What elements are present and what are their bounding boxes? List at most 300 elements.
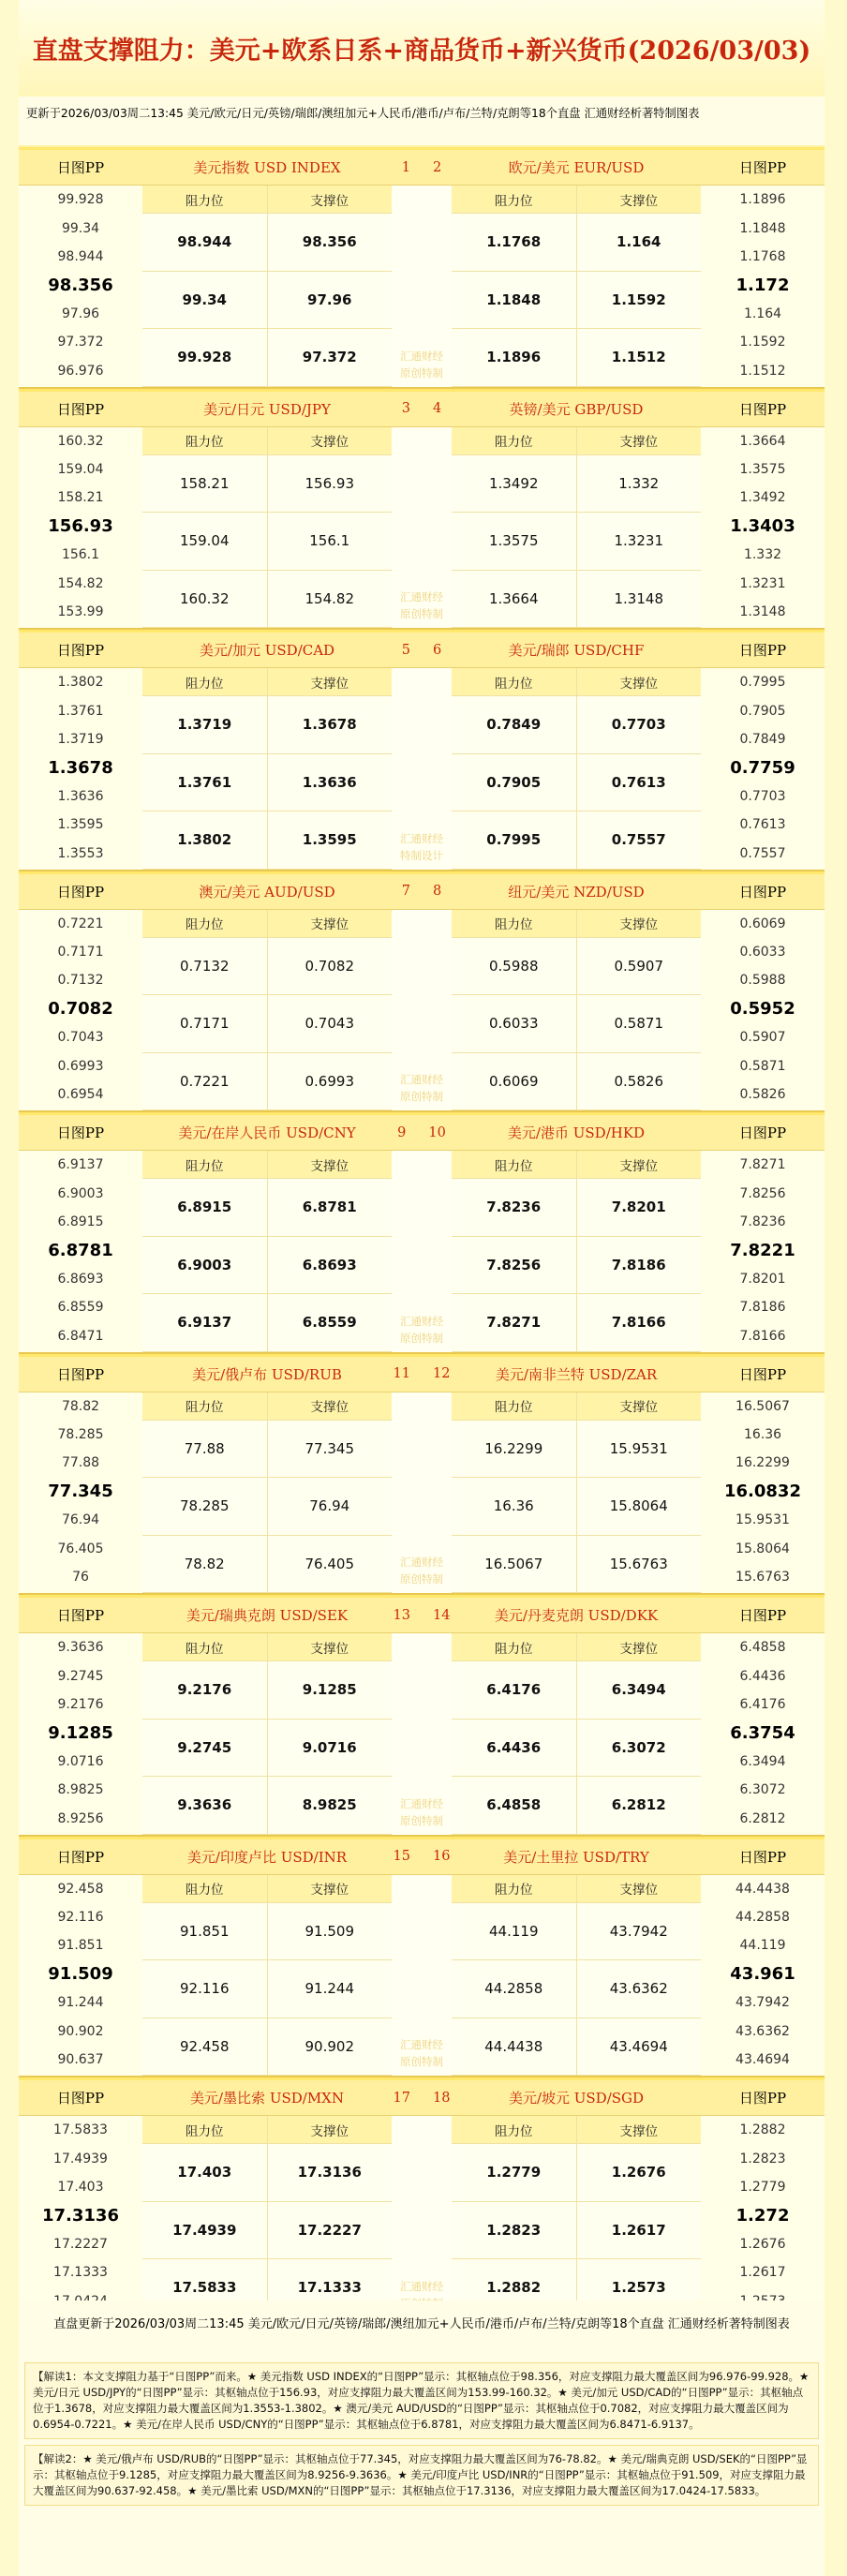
pivot-point: 98.356 <box>48 275 113 295</box>
watermark <box>392 588 452 622</box>
support-label: 支撑位 <box>310 1883 349 1898</box>
pp-level: 9.0716 <box>57 1753 104 1769</box>
left-pp-column <box>19 1598 142 1835</box>
watermark-line-2: 特制设计 <box>400 848 443 862</box>
pp-level: 1.3553 <box>57 845 104 861</box>
block-number-left: 13 <box>393 1607 410 1623</box>
left-pp-column <box>19 150 142 387</box>
pp-level: 1.3719 <box>57 731 104 747</box>
pp-level: 6.3494 <box>739 1753 786 1769</box>
right-pair-table <box>452 1598 701 1835</box>
level-labels <box>452 1392 701 1421</box>
pp-header: 日图PP <box>701 150 825 186</box>
level-row <box>452 329 701 387</box>
level-labels <box>142 668 392 696</box>
support-label: 支撑位 <box>310 1400 349 1415</box>
resistance-value: 1.2779 <box>452 2144 577 2201</box>
left-pair-table <box>142 874 392 1111</box>
pp-level: 97.96 <box>61 305 100 321</box>
resistance-label: 阻力位 <box>142 910 268 937</box>
resistance-value: 1.3719 <box>142 696 268 753</box>
pp-level: 0.7043 <box>57 1030 104 1046</box>
pp-header: 日图PP <box>19 1839 142 1875</box>
pp-level: 7.8166 <box>739 1328 786 1344</box>
pp-level: 156.1 <box>61 547 100 563</box>
pp-level: 91.244 <box>57 1995 104 2011</box>
support-value: 17.2227 <box>297 2221 362 2239</box>
support-value: 0.5871 <box>614 1015 663 1033</box>
pp-level: 0.7221 <box>57 916 104 931</box>
support-value: 6.8559 <box>302 1314 357 1332</box>
resistance-value: 1.3664 <box>452 571 577 628</box>
resistance-value: 9.2745 <box>142 1720 268 1777</box>
support-label: 支撑位 <box>619 1641 658 1657</box>
resistance-value: 159.04 <box>142 513 268 570</box>
footer <box>19 2301 825 2576</box>
support-value: 1.3636 <box>302 773 357 791</box>
level-row <box>452 2202 701 2260</box>
pivot-point: 1.172 <box>736 275 790 295</box>
level-labels <box>452 1633 701 1661</box>
level-row <box>452 1536 701 1594</box>
watermark-line-2: 原创特制 <box>400 1572 443 1586</box>
level-row <box>142 1053 392 1111</box>
level-row <box>142 1536 392 1594</box>
level-labels <box>452 2116 701 2144</box>
right-pp-column <box>701 1598 825 1835</box>
level-row <box>452 1661 701 1720</box>
pivot-point: 91.509 <box>48 1964 113 1985</box>
watermark-line-2: 原创特制 <box>400 365 443 380</box>
level-row <box>142 455 392 514</box>
right-pp-column <box>701 150 825 387</box>
pp-level: 76.405 <box>57 1541 104 1556</box>
pp-level: 0.7995 <box>739 675 786 691</box>
level-row <box>452 1960 701 2018</box>
pair-name: 美元/瑞典克朗 USD/SEK <box>142 1598 392 1633</box>
watermark-line-1: 汇通财经 <box>400 2038 443 2051</box>
pp-level: 1.3231 <box>739 575 786 591</box>
resistance-value: 6.9137 <box>142 1294 268 1351</box>
pivot-point: 1.3403 <box>730 516 795 537</box>
level-labels <box>452 910 701 938</box>
resistance-value: 0.7221 <box>142 1053 268 1110</box>
pp-header: 日图PP <box>19 633 142 668</box>
pp-level: 1.2882 <box>739 2122 786 2138</box>
resistance-value: 9.2176 <box>142 1661 268 1719</box>
left-pair-table <box>142 392 392 629</box>
right-pp-column <box>701 2080 825 2317</box>
pp-level: 1.1896 <box>739 192 786 208</box>
level-row <box>142 938 392 996</box>
pp-level: 99.34 <box>61 220 100 236</box>
pp-level: 0.6993 <box>57 1058 104 1074</box>
level-row <box>142 272 392 330</box>
block-numbers <box>392 2080 452 2317</box>
resistance-label: 阻力位 <box>142 427 268 454</box>
pair-name: 澳元/美元 AUD/USD <box>142 874 392 910</box>
resistance-value: 44.119 <box>452 1903 577 1960</box>
level-row <box>452 938 701 996</box>
level-row <box>142 696 392 754</box>
support-value: 1.1512 <box>611 349 666 366</box>
pp-level: 1.1592 <box>739 335 786 350</box>
pp-level: 7.8236 <box>739 1214 786 1229</box>
support-value: 90.902 <box>305 2037 354 2055</box>
pp-level: 0.7557 <box>739 845 786 861</box>
level-labels <box>142 1633 392 1661</box>
support-value: 6.2812 <box>611 1796 666 1814</box>
block-numbers <box>392 633 452 870</box>
pp-level: 43.6362 <box>736 2023 790 2039</box>
level-row <box>452 1053 701 1111</box>
pivot-point: 7.8221 <box>730 1240 795 1260</box>
pp-header: 日图PP <box>19 2080 142 2116</box>
right-pair-table <box>452 1839 701 2077</box>
block-number-header <box>392 1598 452 1633</box>
watermark-line-2: 原创特制 <box>400 1331 443 1345</box>
block-numbers <box>392 874 452 1111</box>
pivot-point: 17.3136 <box>42 2205 119 2226</box>
watermark-line-1: 汇通财经 <box>400 1556 443 1569</box>
support-value: 17.1333 <box>297 2279 362 2297</box>
resistance-value: 1.1768 <box>452 214 577 271</box>
pp-level: 1.3148 <box>739 604 786 620</box>
pivot-point: 0.5952 <box>730 999 795 1020</box>
pair-name: 美元/瑞郎 USD/CHF <box>452 633 701 668</box>
level-row <box>452 2018 701 2077</box>
level-labels <box>142 2116 392 2144</box>
left-pp-column <box>19 392 142 629</box>
watermark <box>392 348 452 381</box>
resistance-value: 16.5067 <box>452 1536 577 1593</box>
pp-level: 1.3664 <box>739 433 786 449</box>
resistance-value: 16.36 <box>452 1478 577 1535</box>
pp-level: 6.4858 <box>739 1640 786 1656</box>
right-pair-table <box>452 633 701 870</box>
support-value: 6.8693 <box>302 1256 357 1273</box>
resistance-value: 6.8915 <box>142 1179 268 1236</box>
pp-level: 1.2617 <box>739 2265 786 2281</box>
pair-block <box>19 871 825 1113</box>
pp-level: 1.3595 <box>57 817 104 833</box>
pp-level: 6.9137 <box>57 1157 104 1173</box>
right-pp-column <box>701 1115 825 1352</box>
pp-level: 158.21 <box>57 490 104 506</box>
pp-header: 日图PP <box>701 1115 825 1151</box>
resistance-value: 77.88 <box>142 1421 268 1478</box>
pp-level: 44.2858 <box>736 1910 790 1926</box>
pp-level: 16.2299 <box>736 1455 790 1471</box>
level-row <box>142 995 392 1053</box>
support-value: 7.8186 <box>611 1256 666 1273</box>
pp-level: 6.3072 <box>739 1782 786 1798</box>
level-row <box>142 571 392 629</box>
pair-name: 英镑/美元 GBP/USD <box>452 392 701 427</box>
resistance-value: 1.1896 <box>452 329 577 386</box>
pp-level: 0.5988 <box>739 973 786 989</box>
level-row <box>452 455 701 514</box>
support-label: 支撑位 <box>310 917 349 932</box>
level-row <box>452 214 701 272</box>
pair-name: 美元/土里拉 USD/TRY <box>452 1839 701 1875</box>
support-value: 154.82 <box>305 589 354 607</box>
level-row <box>452 571 701 629</box>
resistance-label: 阻力位 <box>452 186 577 213</box>
pp-level: 1.1848 <box>739 220 786 236</box>
right-pp-column <box>701 392 825 629</box>
right-pair-table <box>452 874 701 1111</box>
pp-level: 6.2812 <box>739 1810 786 1826</box>
level-row <box>452 754 701 812</box>
left-pp-column <box>19 1115 142 1352</box>
pair-name: 美元/印度卢比 USD/INR <box>142 1839 392 1875</box>
support-value: 91.509 <box>305 1922 354 1940</box>
left-pp-column <box>19 1839 142 2077</box>
pp-level: 43.7942 <box>736 1995 790 2011</box>
pp-header: 日图PP <box>19 392 142 427</box>
support-label: 支撑位 <box>619 435 658 450</box>
watermark-line-2: 原创特制 <box>400 1813 443 1827</box>
pivot-point: 77.345 <box>48 1482 113 1502</box>
level-row <box>142 1478 392 1536</box>
support-label: 支撑位 <box>310 193 349 209</box>
pp-level: 1.1512 <box>739 363 786 379</box>
support-label: 支撑位 <box>619 2123 658 2139</box>
resistance-value: 91.851 <box>142 1903 268 1960</box>
block-number-left: 15 <box>393 1849 410 1864</box>
level-labels <box>142 186 392 214</box>
watermark-line-1: 汇通财经 <box>400 1314 443 1328</box>
pp-level: 1.1768 <box>739 248 786 264</box>
level-labels <box>142 427 392 455</box>
support-value: 0.7613 <box>611 773 666 791</box>
support-value: 9.0716 <box>302 1738 357 1756</box>
level-row <box>142 1777 392 1835</box>
pp-level: 0.7171 <box>57 945 104 960</box>
pp-header: 日图PP <box>701 1598 825 1633</box>
pair-block <box>19 389 825 631</box>
support-value: 97.96 <box>307 290 352 308</box>
left-pp-column <box>19 1357 142 1594</box>
pp-level: 9.3636 <box>57 1640 104 1656</box>
interpretation-note-2: 【解读2：★ 美元/俄卢布 USD/RUB的“日图PP”显示：其枢轴点位于77.345，对应支撑阻力最大覆盖区间为76-78.82。★ 美元/瑞典克朗 USD/SEK的“日图PP”显示：其枢轴点位于9.1285，对应支撑阻力最大覆盖区间为8.9256-9.3636。★ 美元/印度卢比 USD/INR的“日图PP”显示：其枢轴点位于91.509，对应支撑阻力最大覆盖区间为90.637-92.458。★ 美元/墨比索 USD/MXN的“日图PP”显示：其枢轴点位于17.3136，对应支撑阻力最大覆盖区间为17.0424-17.5833。 <box>24 2445 819 2506</box>
pp-level: 1.332 <box>743 547 782 563</box>
pp-level: 9.2745 <box>57 1668 104 1684</box>
level-labels <box>452 186 701 214</box>
block-numbers <box>392 1357 452 1594</box>
level-row <box>142 754 392 812</box>
support-value: 77.345 <box>305 1439 354 1457</box>
pp-level: 1.3575 <box>739 462 786 478</box>
support-value: 156.93 <box>305 474 354 492</box>
support-value: 7.8166 <box>611 1314 666 1332</box>
support-value: 1.3678 <box>302 716 357 734</box>
pivot-point: 156.93 <box>48 516 113 537</box>
pp-level: 1.3492 <box>739 490 786 506</box>
level-row <box>452 1720 701 1778</box>
watermark-line-2: 原创特制 <box>400 607 443 620</box>
pp-header: 日图PP <box>19 1357 142 1392</box>
pp-level: 1.3761 <box>57 703 104 719</box>
pair-name: 美元/俄卢布 USD/RUB <box>142 1357 392 1392</box>
support-label: 支撑位 <box>619 1400 658 1415</box>
resistance-value: 17.403 <box>142 2144 268 2201</box>
resistance-label: 阻力位 <box>142 1151 268 1178</box>
pp-level: 7.8271 <box>739 1157 786 1173</box>
pair-name: 美元/坡元 USD/SGD <box>452 2080 701 2116</box>
level-row <box>142 812 392 870</box>
resistance-value: 0.7171 <box>142 995 268 1052</box>
resistance-value: 99.34 <box>142 272 268 329</box>
pp-level: 17.5833 <box>53 2122 108 2138</box>
pair-name: 美元指数 USD INDEX <box>142 150 392 186</box>
watermark <box>392 1313 452 1347</box>
block-number-right: 16 <box>433 1849 451 1864</box>
pivot-point: 1.272 <box>736 2205 790 2226</box>
level-row <box>142 1661 392 1720</box>
resistance-label: 阻力位 <box>142 1392 268 1420</box>
block-number-header <box>392 1115 452 1151</box>
pp-level: 9.2176 <box>57 1696 104 1712</box>
resistance-label: 阻力位 <box>452 668 577 695</box>
left-pair-table <box>142 1357 392 1594</box>
support-value: 1.2573 <box>611 2279 666 2297</box>
block-number-left: 1 <box>401 159 410 175</box>
resistance-label: 阻力位 <box>452 1633 577 1660</box>
pivot-point: 1.3678 <box>48 757 113 778</box>
support-value: 1.3595 <box>302 831 357 849</box>
pp-level: 92.116 <box>57 1910 104 1926</box>
support-value: 6.3494 <box>611 1681 666 1699</box>
level-labels <box>142 1151 392 1179</box>
footer-update: 直盘更新于2026/03/03周二13:45 美元/欧元/日元/英镑/瑞郎/澳纽加元+人民币/港币/卢布/兰特/克朗等18个直盘 汇通财经析著特制图表 <box>53 2317 790 2331</box>
support-value: 156.1 <box>309 532 350 550</box>
pair-block <box>19 1354 825 1596</box>
pp-level: 44.4438 <box>736 1881 790 1897</box>
pp-level: 6.8693 <box>57 1271 104 1287</box>
pp-level: 92.458 <box>57 1881 104 1897</box>
resistance-value: 17.5833 <box>142 2259 268 2316</box>
level-row <box>452 696 701 754</box>
pivot-point: 16.0832 <box>724 1482 801 1502</box>
level-row <box>452 1777 701 1835</box>
pair-block <box>19 630 825 871</box>
left-pp-column <box>19 633 142 870</box>
level-row <box>452 2144 701 2202</box>
support-value: 9.1285 <box>302 1681 357 1699</box>
resistance-value: 92.458 <box>142 2018 268 2076</box>
pp-level: 16.5067 <box>736 1398 790 1414</box>
pair-block <box>19 1837 825 2078</box>
block-number-right: 18 <box>433 2090 451 2106</box>
pp-level: 0.6954 <box>57 1087 104 1103</box>
pp-level: 44.119 <box>739 1938 786 1954</box>
block-number-right: 4 <box>433 401 442 416</box>
resistance-label: 阻力位 <box>452 1875 577 1902</box>
watermark-line-2: 原创特制 <box>400 1090 443 1103</box>
level-row <box>142 329 392 387</box>
support-value: 76.405 <box>305 1555 354 1572</box>
level-row <box>452 1903 701 1961</box>
block-number-left: 17 <box>393 2090 410 2106</box>
pp-level: 17.403 <box>57 2179 104 2195</box>
level-row <box>142 1960 392 2018</box>
resistance-label: 阻力位 <box>142 1633 268 1660</box>
support-value: 0.6993 <box>305 1072 354 1090</box>
pp-level: 16.36 <box>743 1427 782 1443</box>
pair-blocks <box>19 147 825 2319</box>
right-pair-table <box>452 2080 701 2317</box>
pp-level: 6.9003 <box>57 1185 104 1201</box>
pp-level: 6.8471 <box>57 1328 104 1344</box>
pp-level: 0.5871 <box>739 1058 786 1074</box>
watermark <box>392 1554 452 1587</box>
resistance-label: 阻力位 <box>142 2116 268 2143</box>
block-number-header <box>392 874 452 910</box>
page-container <box>19 0 825 2576</box>
resistance-value: 1.2823 <box>452 2202 577 2259</box>
level-row <box>142 2202 392 2260</box>
support-label: 支撑位 <box>619 1158 658 1174</box>
level-labels <box>142 1875 392 1903</box>
level-row <box>452 1294 701 1352</box>
pp-level: 1.2676 <box>739 2236 786 2252</box>
left-pair-table <box>142 1598 392 1835</box>
support-value: 0.7043 <box>305 1015 354 1033</box>
watermark <box>392 1795 452 1829</box>
pp-level: 0.5826 <box>739 1087 786 1103</box>
right-pp-column <box>701 874 825 1111</box>
support-value: 0.5826 <box>614 1072 663 1090</box>
pp-level: 15.9531 <box>736 1512 790 1528</box>
level-row <box>142 513 392 571</box>
left-pair-table <box>142 1115 392 1352</box>
pp-header: 日图PP <box>19 1115 142 1151</box>
left-pair-table <box>142 150 392 387</box>
interpretation-note-1: 【解读1：本文支撑阻力基于“日图PP”而来。★ 美元指数 USD INDEX的“日图PP”显示：其枢轴点位于98.356，对应支撑阻力最大覆盖区间为96.976-99.928。★ 美元/日元 USD/JPY的“日图PP”显示：其枢轴点位于156.93，对应支撑阻力最大覆盖区间为153.99-160.32。★ 美元/加元 USD/CAD的“日图PP”显示：其枢轴点位于1.3678，对应支撑阻力最大覆盖区间为1.3553-1.3802。★ 澳元/美元 AUD/USD的“日图PP”显示：其枢轴点位于0.7082，对应支撑阻力最大覆盖区间为0.6954-0.7221。★ 美元/在岸人民币 USD/CNY的“日图PP”显示：其枢轴点位于6.8781，对应支撑阻力最大覆盖区间为6.8471-6.9137。 <box>24 2362 819 2439</box>
resistance-value: 1.1848 <box>452 272 577 329</box>
resistance-label: 阻力位 <box>452 910 577 937</box>
level-row <box>452 272 701 330</box>
pp-header: 日图PP <box>701 1839 825 1875</box>
resistance-value: 158.21 <box>142 455 268 513</box>
page-title: 直盘支撑阻力：美元+欧系日系+商品货币+新兴货币(2026/03/03) <box>19 0 825 97</box>
resistance-value: 6.4436 <box>452 1720 577 1777</box>
pivot-point: 0.7759 <box>730 757 795 778</box>
level-row <box>142 1720 392 1778</box>
pp-level: 97.372 <box>57 335 104 350</box>
pp-level: 6.4436 <box>739 1668 786 1684</box>
resistance-value: 1.3761 <box>142 754 268 812</box>
pair-block <box>19 2077 825 2319</box>
left-pp-column <box>19 874 142 1111</box>
block-number-header <box>392 150 452 186</box>
support-value: 97.372 <box>302 349 357 366</box>
support-value: 1.1592 <box>611 290 666 308</box>
pp-level: 154.82 <box>57 575 104 591</box>
support-value: 0.5907 <box>614 957 663 975</box>
resistance-label: 阻力位 <box>142 186 268 213</box>
left-pp-column <box>19 2080 142 2317</box>
pp-header: 日图PP <box>701 874 825 910</box>
pp-level: 0.7849 <box>739 731 786 747</box>
support-value: 17.3136 <box>297 2164 362 2181</box>
support-label: 支撑位 <box>310 2123 349 2139</box>
resistance-label: 阻力位 <box>142 1875 268 1902</box>
pp-level: 0.7703 <box>739 788 786 804</box>
block-numbers <box>392 150 452 387</box>
